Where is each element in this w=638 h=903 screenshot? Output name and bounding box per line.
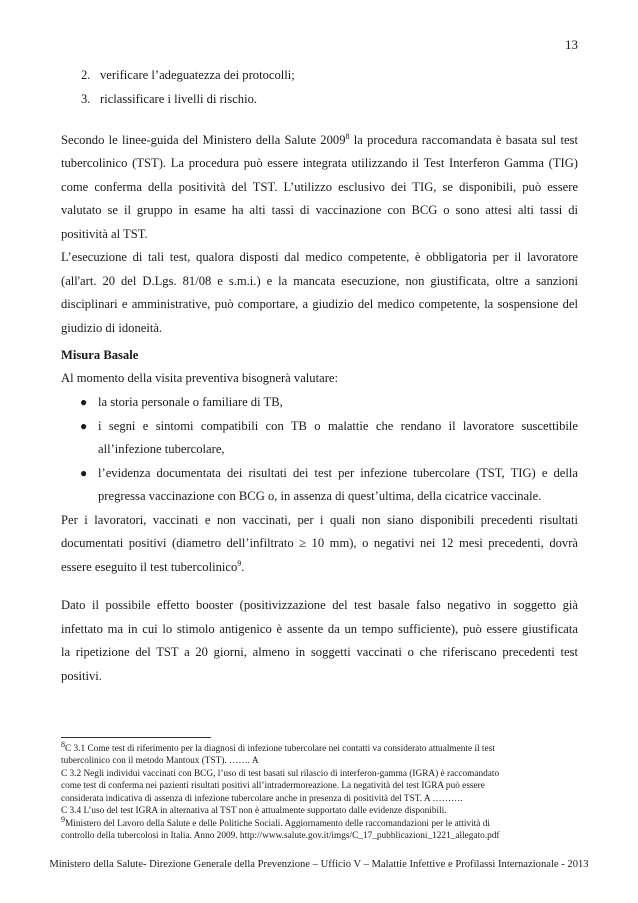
paragraph-line: giudizio di idoneità.	[61, 321, 163, 335]
paragraph-line: la ripetizione del TST a 20 giorni, almeno in soggetti vaccinati o che riferiscano precedenti test	[61, 645, 578, 659]
paragraph-line: Secondo le linee-guida del Ministero della Salute 2009$^8$ la procedura raccomandata è basata sul test	[61, 131, 578, 147]
list-number: 2.	[81, 68, 91, 82]
bullet-item: la storia personale o familiare di TB,	[98, 395, 283, 409]
paragraph-line: Per i lavoratori, vaccinati e non vaccinati, per i quali non siano disponibili precedenti risultati	[61, 513, 578, 527]
bullet-icon: ●	[80, 395, 88, 409]
footnote-separator	[61, 737, 211, 738]
footnote-ref: 8	[345, 131, 350, 141]
bullet-icon: ●	[80, 466, 88, 480]
bullet-item: all’infezione tubercolare,	[98, 442, 225, 456]
footnote: C 3.4 L’uso del test IGRA in alternativa al TST non è attualmente supportato dalle evidenze disponibili.	[61, 806, 447, 816]
page-number: 13	[565, 37, 578, 52]
footnote: C 3.2 Negli individui vaccinati con BCG, l’uso di test basati sul rilascio di interferon-gamma (IGRA) è raccomandato	[61, 769, 500, 779]
paragraph-line: Dato il possibile effetto booster (positivizzazione del test basale falso negativo in soggetto già	[61, 598, 578, 612]
footnote-ref: 9	[237, 558, 242, 568]
list-number: 3.	[81, 92, 91, 106]
section-heading: Misura Basale	[61, 348, 139, 362]
bullet-item: i segni e sintomi compatibili con TB o malattie che rendano il lavoratore suscettibile	[98, 419, 578, 433]
footnote: $^8$C 3.1 Come test di riferimento per la diagnosi di infezione tubercolare nei contatti va considerato attualmente il test	[61, 739, 495, 754]
footnote: $^9$Ministero del Lavoro della Salute e delle Politiche Sociali. Aggiornamento delle raccomandazioni per le attività di	[61, 814, 490, 829]
list-item: riclassificare i livelli di rischio.	[100, 92, 258, 106]
footnote: considerata indicativa di assenza di infezione tubercolare anche in presenza di positività del TST. A ……….	[61, 794, 463, 804]
paragraph-line: infettato ma in cui lo stimolo antigenico è assente da un tempo sufficiente), può essere giustificata	[61, 622, 578, 636]
page-footer: Ministero della Salute- Direzione Generale della Prevenzione – Ufficio V – Malattie Infettive e Profilassi Internazionale - 2013	[49, 859, 589, 870]
footnote: come test di conferma nei pazienti risultati positivi all’intradermoreazione. La negatività del test IGRA può essere	[61, 781, 485, 791]
list-item: verificare l’adeguatezza dei protocolli;	[100, 68, 295, 82]
paragraph-line: valutato se il gruppo in esame ha alti tassi di vaccinazione con BCG o sono attesi alti tassi di	[61, 203, 578, 217]
paragraph-line: L’esecuzione di tali test, qualora disposti dal medico competente, è obbligatoria per il lavoratore	[61, 250, 578, 264]
paragraph-line: come conferma della positività del TST. L’utilizzo esclusivo dei TIG, se disponibili, può essere	[61, 180, 578, 194]
paragraph-line: positivi.	[61, 669, 102, 683]
paragraph-line: (all'art. 20 del D.Lgs. 81/08 e s.m.i.) e la mancata esecuzione, non giustificata, oltre a sanzioni	[61, 274, 578, 288]
footnote: controllo della tubercolosi in Italia. Anno 2009. http://www.salute.gov.it/imgs/C_17_pubblicazioni_1221_allegato.pdf	[61, 831, 500, 841]
paragraph-line: Al momento della visita preventiva bisognerà valutare:	[61, 371, 338, 385]
bullet-item: pregressa vaccinazione con BCG o, in assenza di quest’ultima, della cicatrice vaccinale.	[98, 489, 542, 503]
footnote: tubercolinico con il metodo Mantoux (TST). ……. A	[61, 756, 259, 766]
bullet-item: l’evidenza documentata dei risultati dei test per infezione tubercolare (TST, TIG) e della	[98, 466, 578, 480]
paragraph-line: disciplinari e amministrative, può comportare, a giudizio del medico competente, la sospensione del	[61, 297, 578, 311]
paragraph-line: tubercolinico (TST). La procedura può essere integrata utilizzando il Test Interferon Gamma (TIG)	[61, 156, 578, 170]
bullet-icon: ●	[80, 419, 88, 433]
paragraph-line: essere eseguito il test tubercolinico$^9$.	[61, 558, 245, 574]
paragraph-line: documentati positivi (diametro dell’infiltrato ≥ 10 mm), o negativi nei 12 mesi precedenti, dovrà	[61, 536, 578, 550]
paragraph-line: positività al TST.	[61, 227, 148, 241]
